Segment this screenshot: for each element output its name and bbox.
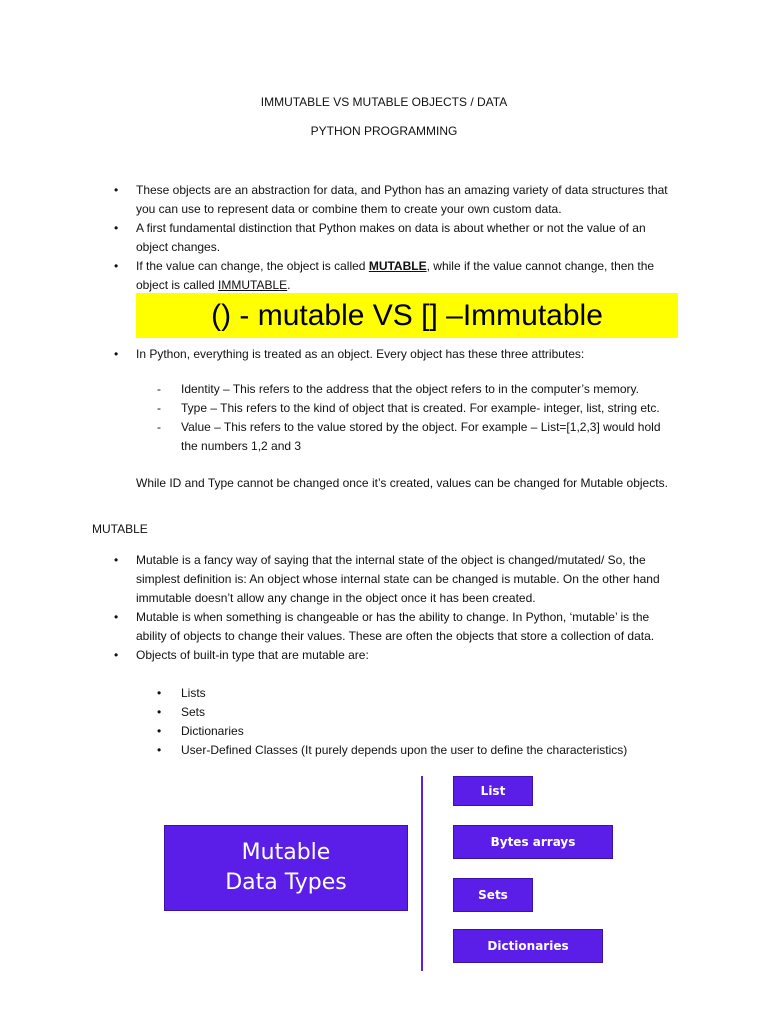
mutable-bullet: • Objects of built-in type that are mutable are: xyxy=(110,646,680,665)
page-subtitle: PYTHON PROGRAMMING xyxy=(310,124,458,138)
attributes-intro-bullet: • In Python, everything is treated as an object. Every object has these three attributes: xyxy=(110,345,680,364)
bullet-text: , while if the value cannot change, then the object is called xyxy=(136,259,655,292)
mutable-bullet: • Mutable is when something is changeable or has the ability to change. In Python, ‘mutable’ is the ability of objects to change their values. These are often the objects that store a collection of data. xyxy=(110,608,680,646)
mutable-types-list xyxy=(155,684,680,760)
attribute-item-identity: - Identity – This refers to the address that the object refers to in the computer’s memory. xyxy=(155,380,680,399)
diagram-main-line: Data Types xyxy=(225,870,347,895)
mutable-types-diagram xyxy=(0,770,768,975)
immutable-term: IMMUTABLE xyxy=(218,278,288,292)
diagram-item-box: List xyxy=(453,776,533,806)
attribute-item-type: - Type – This refers to the kind of object that is created. For example- integer, list, string etc. xyxy=(155,399,680,418)
bullet-text: If the value can change, the object is called xyxy=(136,259,369,273)
diagram-item-box: Dictionaries xyxy=(453,929,603,963)
id-type-note: While ID and Type cannot be changed once it’s created, values can be changed for Mutable objects. xyxy=(136,476,668,490)
mutable-type-item: • User-Defined Classes (It purely depends upon the user to define the characteristics) xyxy=(155,741,680,760)
mutable-type-item: • Sets xyxy=(155,703,680,722)
diagram-item-box: Bytes arrays xyxy=(453,825,613,859)
intro-bullet-list xyxy=(110,181,680,295)
diagram-item-box: Sets xyxy=(453,878,533,912)
diagram-main-line: Mutable xyxy=(241,840,331,865)
mutable-bullet: • Mutable is a fancy way of saying that the internal state of the object is changed/mutated/ So, the simplest definition is: An object whose internal state can be changed is mutable. On the other hand immutable doesn’t allow any change in the object once it has been created. xyxy=(110,551,680,608)
diagram-main-box xyxy=(164,825,408,911)
mutable-heading: MUTABLE xyxy=(92,522,148,536)
attribute-item-value: - Value – This refers to the value stored by the object. For example – List=[1,2,3] would hold the numbers 1,2 and 3 xyxy=(155,418,680,456)
intro-bullet: • A first fundamental distinction that Python makes on data is about whether or not the value of an object changes. xyxy=(110,219,680,257)
diagram-connector-line xyxy=(421,776,423,971)
mutable-type-item: • Lists xyxy=(155,684,680,703)
attributes-intro-list xyxy=(110,345,680,364)
mutable-type-item: • Dictionaries xyxy=(155,722,680,741)
mutable-bullet-list xyxy=(110,551,680,665)
highlight-banner: () - mutable VS [] –Immutable xyxy=(136,293,678,338)
intro-bullet-mutable-definition xyxy=(110,257,680,295)
intro-bullet: • These objects are an abstraction for data, and Python has an amazing variety of data structures that you can use to represent data or combine them to create your own custom data. xyxy=(110,181,680,219)
mutable-term: MUTABLE xyxy=(368,259,427,273)
attribute-list xyxy=(155,380,680,456)
bullet-text: . xyxy=(287,278,291,292)
page-title: IMMUTABLE VS MUTABLE OBJECTS / DATA xyxy=(260,95,508,109)
